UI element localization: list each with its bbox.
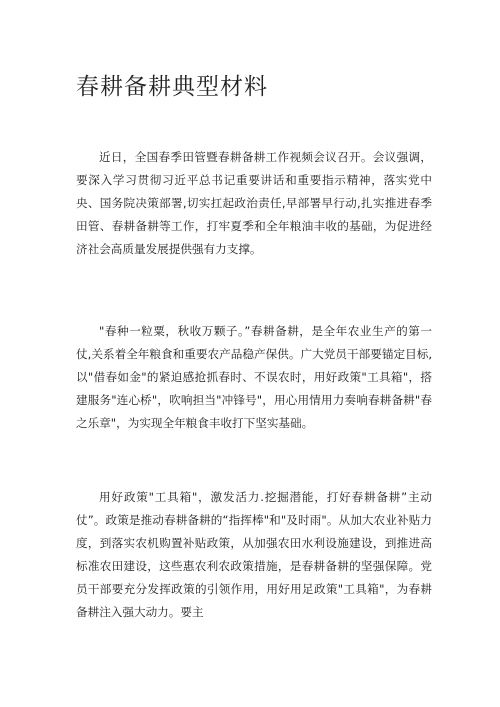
document-title: 春耕备耕典型材料 — [76, 74, 268, 100]
paragraph-3: 用好政策"工具箱"，激发活力.挖掘潜能，打好春耕备耕”主动仗”。政策是推动春耕备耕的“指挥棒"和"及时雨"。从加大农业补贴力度，到落实农机购置补贴政策，从加强农田水利设施建设，到推进高标准农田建设，这些惠农利农政策措施，是春耕备耕的坚强保障。党员干部要充分发挥政策的引领作用，用好用足政策"工具箱"，为春耕备耕注入强大动力。要主 — [76, 490, 432, 619]
paragraph-2: "春种一粒粟，秋收万颗子。”春耕备耕，是全年农业生产的第一仗,关系着全年粮食和重要农产品稳产保供。广大党员干部要锚定目标,以"借春如金"的紧迫感抢抓春时、不误农时，用好政策"工具箱"，搭建服务"连心桥"，吹响担当"冲锋号"，用心用情用力奏响春耕备耕"春之乐章"，为实现全年粮食丰收打下坚实基础。 — [76, 324, 432, 430]
paragraph-1: 近日，全国春季田管暨春耕备耕工作视频会议召开。会议强调，要深入学习贯彻习近平总书记重要讲话和重要指示精神，落实党中央、国务院决策部署,切实扛起政治责任,早部署早行动,扎实推进春季田管、春耕备耕等工作，打牢夏季和全年粮油丰收的基础，为促进经济社会高质量发展提供强有力支撑。 — [76, 150, 432, 256]
